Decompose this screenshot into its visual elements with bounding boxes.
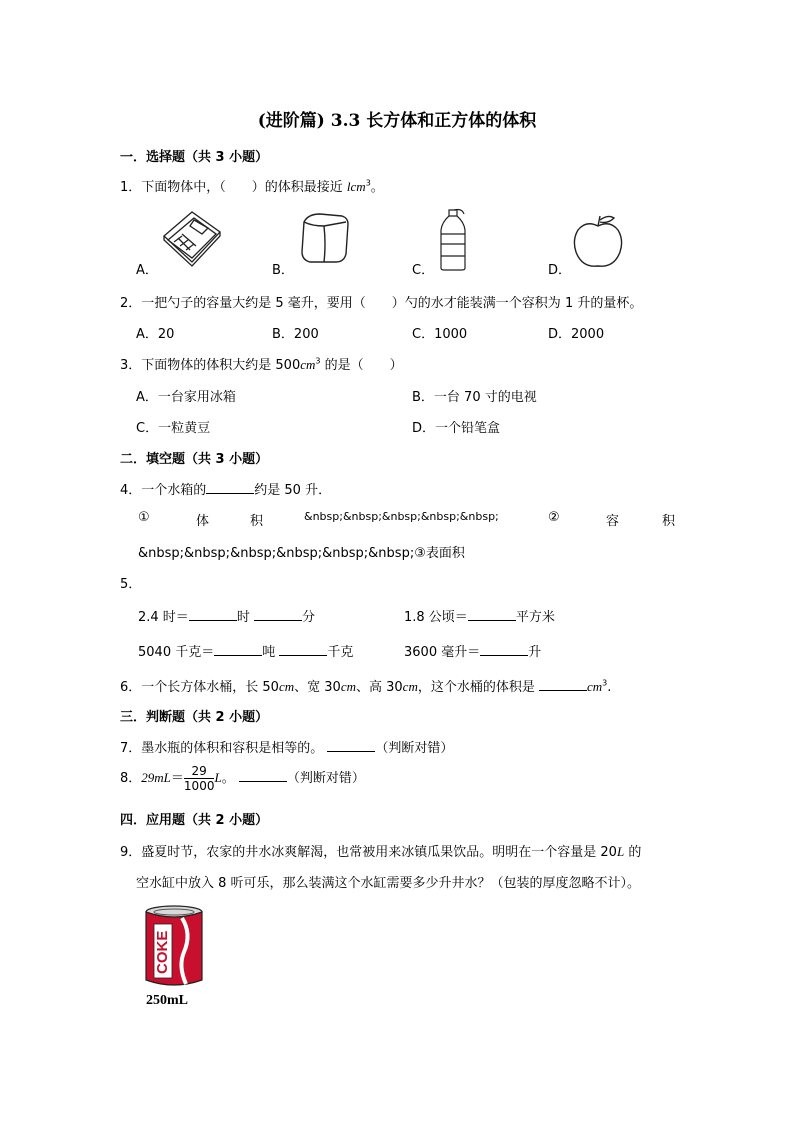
cube-image [296, 210, 352, 266]
q8-fraction: $\frac{29}{1000}$ [183, 764, 215, 793]
section-heading-apply: 四．应用题（共 2 小题） [120, 813, 269, 828]
question-6: 6．一个长方体水桶，长 50cm、宽 30cm、高 30cm，这个水桶的体积是 $cm^3$. [120, 678, 612, 695]
question-8: 8．29mL＝ $\frac{29}{1000}$ L。 （判断对错） [120, 764, 365, 793]
q1-option-c[interactable]: C． [412, 263, 435, 278]
q1-option-a[interactable]: A． [136, 263, 158, 278]
question-1: 1．下面物体中，（ ）的体积最接近 lcm$^3$。 [120, 178, 384, 195]
q2-option-d[interactable]: D．2000 [548, 327, 605, 342]
q4-option-1-char-a: 体 [196, 514, 210, 529]
q3-option-c[interactable]: C．一粒黄豆 [136, 421, 211, 436]
q4-option-1-char-b: 积 [250, 514, 264, 529]
q4-option-2-char-b: 积 [662, 514, 676, 529]
q3-option-b[interactable]: B．一台 70 寸的电视 [412, 390, 537, 405]
question-9-line-1: 9．盛夏时节，农家的井水冰爽解渴，也常被用来冰镇瓜果饮品。明明在一个容量是 20L 的 [120, 844, 642, 860]
q3-option-d[interactable]: D．一个铅笔盒 [412, 421, 501, 436]
q3-option-a[interactable]: A．一台家用冰箱 [136, 390, 236, 405]
q1-option-b[interactable]: B． [272, 263, 294, 278]
question-7: 7．墨水瓶的体积和容积是相等的。 （判断对错） [120, 741, 454, 756]
q6-blank[interactable] [539, 678, 587, 691]
q5-item-c: 5040 千克＝ 吨 千克 [138, 645, 354, 660]
question-9-line-2: 空水缸中放入 8 听可乐，那么装满这个水缸需要多少升井水？（包装的厚度忽略不计）。 [136, 876, 641, 891]
q2-option-b[interactable]: B．200 [272, 327, 319, 342]
question-4: 4．一个水箱的 约是 50 升． [120, 483, 332, 498]
q5-item-a: 2.4 时＝ 时 分 [138, 610, 315, 625]
q4-blank[interactable] [206, 481, 254, 494]
calculator-image [160, 206, 224, 268]
section-heading-fill: 二．填空题（共 3 小题） [120, 452, 269, 467]
q4-nbsp-text: &nbsp;&nbsp;&nbsp;&nbsp;&nbsp; [304, 510, 499, 523]
q8-blank[interactable] [239, 769, 287, 782]
q4-option-2-char-a: 容 [606, 514, 620, 529]
question-2: 2．一把勺子的容量大约是 5 毫升，要用（ ）勺的水才能装满一个容积为 1 升的量杯。 [120, 296, 643, 311]
section-heading-judge: 三．判断题（共 2 小题） [120, 710, 269, 725]
coke-can-image [142, 904, 206, 988]
q2-option-c[interactable]: C．1000 [412, 327, 468, 342]
q2-option-a[interactable]: A．20 [136, 327, 175, 342]
q4-option-3: &nbsp;&nbsp;&nbsp;&nbsp;&nbsp;&nbsp;③表面积 [138, 546, 465, 561]
q1-option-d[interactable]: D． [548, 263, 572, 278]
q5-item-d: 3600 毫升＝ 升 [404, 645, 542, 660]
section-heading-choice: 一．选择题（共 3 小题） [120, 150, 269, 165]
can-volume-label: 250mL [146, 993, 188, 1008]
coke-can-text: COKE [154, 930, 171, 974]
water-bottle-image [436, 208, 470, 272]
apple-image [570, 214, 626, 270]
q4-option-2-marker: ② [548, 510, 560, 525]
q5-item-b: 1.8 公顷＝ 平方米 [404, 610, 555, 625]
page-title: (进阶篇) 3.3 长方体和正方体的体积 [257, 111, 537, 131]
question-5-label: 5． [120, 577, 142, 592]
question-3: 3．下面物体的体积大约是 $500cm^3$ 的是（ ） [120, 356, 403, 373]
q4-option-1-marker: ① [138, 510, 150, 525]
q7-blank[interactable] [327, 739, 375, 752]
